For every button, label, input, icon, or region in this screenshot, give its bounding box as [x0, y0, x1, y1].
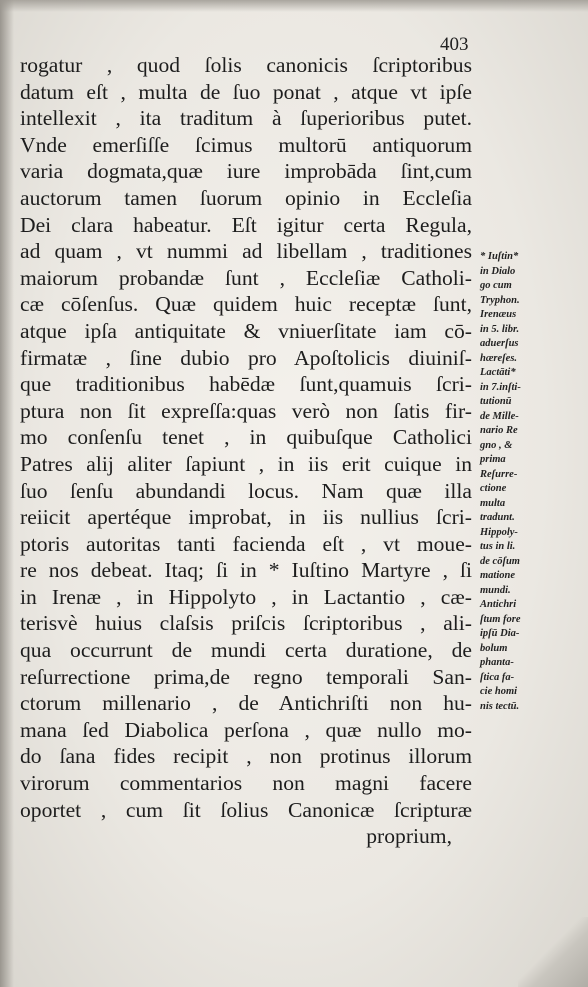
- margin-note-line: multa: [480, 497, 506, 509]
- text-line: auctorum tamen ſuorum opinio in Eccleſia: [20, 185, 472, 210]
- margin-note-line: nario Re: [480, 425, 518, 436]
- text-line: qua occurrunt de mundi certa duratione, de: [20, 638, 472, 663]
- margin-note-line: matione: [480, 570, 516, 581]
- margin-note-line: ctione: [480, 483, 507, 494]
- margin-note-line: nis tectū.: [480, 700, 520, 712]
- margin-note-line: cie homi: [480, 686, 518, 697]
- margin-note-line: ipſū Dia-: [480, 628, 520, 639]
- catchword: proprium,: [366, 824, 452, 849]
- text-line: que traditionibus habēdæ ſunt,quamuis ſcri-: [20, 372, 472, 397]
- margin-note-line: Reſurre-: [480, 468, 518, 480]
- text-line: mo conſenſu tenet , in quibuſque Catholici: [20, 425, 472, 450]
- margin-note-line: tradunt.: [480, 512, 515, 523]
- margin-note-line: ſtum fore: [480, 613, 521, 625]
- text-line: ctorum millenario , de Antichriſti non hu-: [20, 691, 472, 716]
- text-line: rogatur , quod ſolis canonicis ſcriptoribus: [20, 53, 472, 77]
- margin-note-line: aduerſus: [480, 338, 519, 349]
- text-line: maiorum probandæ ſunt , Eccleſiæ Catholi-: [20, 265, 472, 290]
- margin-note-line: mundi.: [480, 584, 511, 596]
- margin-note-line: Lactāti*: [480, 367, 516, 378]
- margin-note-line: tutionū: [480, 396, 512, 407]
- text-line: in Irenæ , in Hippolyto , in Lactantio , cæ-: [20, 584, 472, 609]
- margin-note-line: in 5. libr.: [480, 323, 520, 335]
- page-top-shadow: [0, 0, 588, 12]
- margin-note-line: phanta-: [480, 657, 514, 668]
- page-number: 403: [440, 34, 469, 55]
- text-line: mana ſed Diabolica perſona , quæ nullo mo-: [20, 717, 472, 742]
- text-line: oportet , cum ſit ſolius Canonicæ ſcripturæ: [20, 797, 472, 822]
- text-line: Patres alij aliter ſapiunt , in iis erit cuique in: [20, 451, 472, 476]
- text-line: ptoris autoritas tanti facienda eſt , vt moue-: [20, 531, 472, 556]
- margin-note-line: de cōſum: [480, 555, 520, 567]
- margin-note-line: Antichri: [480, 599, 517, 610]
- text-line: reſurrectione prima,de regno temporali San-: [20, 664, 472, 689]
- text-line: Dei clara habeatur. Eſt igitur certa Regula,: [20, 212, 472, 237]
- margin-note-line: Irenæus: [480, 309, 517, 320]
- text-line: Vnde emerſiſſe ſcimus multorū antiquorum: [20, 132, 472, 157]
- text-line: intellexit , ita traditum à ſuperioribus putet.: [20, 106, 472, 131]
- text-line: ſuo ſenſu abundandi locus. Nam quæ illa: [20, 478, 472, 503]
- page-gutter-shadow: [0, 0, 14, 987]
- margin-note-line: tus in li.: [480, 541, 516, 552]
- marginal-notes: [480, 250, 586, 714]
- margin-note-line: go cum: [480, 280, 512, 291]
- text-line: virorum commentarios non magni facere: [20, 771, 472, 796]
- text-line: datum eſt , multa de ſuo ponat , atque vt ipſe: [20, 79, 472, 104]
- margin-note-line: Hippoly-: [480, 526, 518, 538]
- margin-note-line: * Iuſtin*: [480, 251, 519, 262]
- page-corner-shadow: [518, 917, 588, 987]
- margin-note-line: in Dialo: [480, 265, 516, 277]
- text-line: do ſana fides recipit , non protinus illorum: [20, 744, 472, 769]
- margin-note-line: hæreſes.: [480, 352, 518, 364]
- margin-note-line: Tryphon.: [480, 294, 520, 306]
- text-line: ad quam , vt nummi ad libellam , traditiones: [20, 239, 472, 264]
- text-line: atque ipſa antiquitate & vniuerſitate iam cō-: [20, 318, 472, 343]
- margin-note-line: in 7.inſti-: [480, 381, 521, 393]
- text-line: cæ cōſenſus. Quæ quidem huic receptæ ſunt,: [20, 292, 472, 317]
- text-line: firmatæ , ſine dubio pro Apoſtolicis diuiniſ-: [20, 345, 472, 370]
- text-line: varia dogmata,quæ iure improbāda ſint,cum: [20, 159, 472, 184]
- margin-note-line: de Mille-: [480, 410, 519, 422]
- margin-note-line: ſtica fa-: [480, 671, 515, 683]
- text-line: ptura non ſit expreſſa:quas verò non ſatis fir-: [20, 398, 472, 423]
- text-line: re nos debeat. Itaq; ſi in * Iuſtino Martyre , ſi: [20, 558, 472, 583]
- text-line: reiicit apertéque improbat, in iis nullius ſcri-: [20, 505, 472, 530]
- margin-note-line: gno , &: [480, 439, 513, 451]
- main-text-block: [20, 52, 472, 850]
- margin-note-line: prima: [480, 454, 506, 465]
- margin-note-line: bolum: [480, 642, 508, 654]
- text-line: terisvè huius claſsis priſcis ſcriptoribus , ali-: [20, 611, 472, 636]
